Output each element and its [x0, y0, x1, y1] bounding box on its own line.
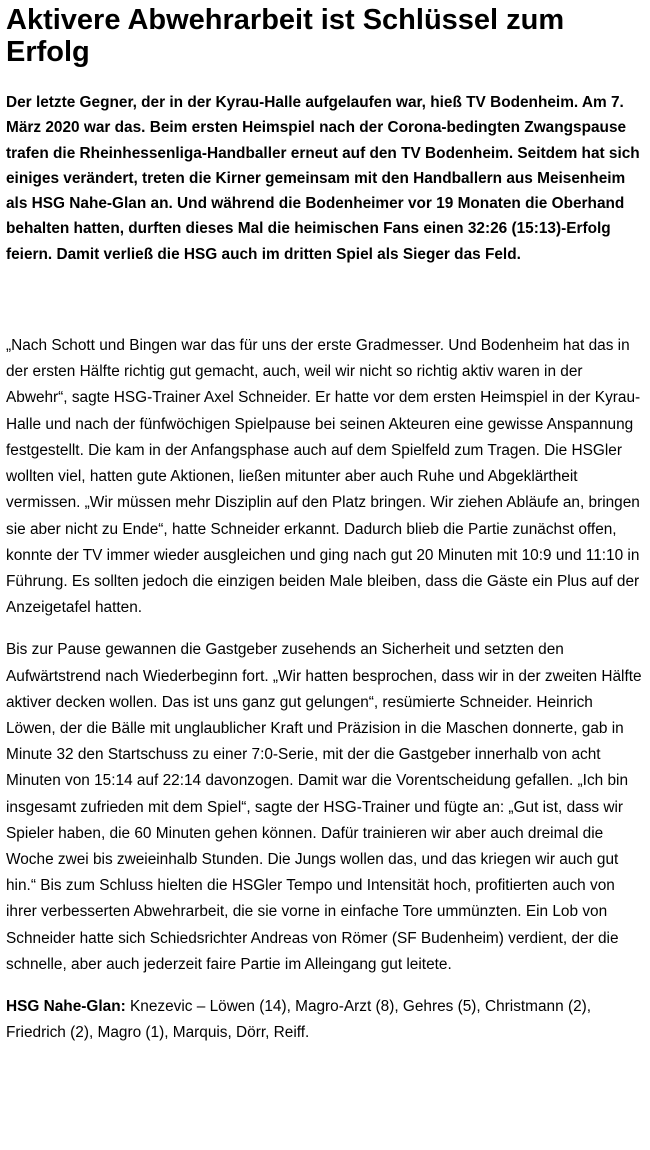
lineup-team-name: HSG Nahe-Glan:: [6, 997, 126, 1015]
lineup-players: Knezevic – Löwen (14), Magro-Arzt (8), Gehres (5), Christmann (2), Friedrich (2), Magro (1), Marquis, Dörr, Reiff.: [6, 997, 592, 1042]
article-paragraph-2: Bis zur Pause gewannen die Gastgeber zusehends an Sicherheit und setzten den Aufwärtstrend nach Wiederbeginn fort. „Wir hatten besprochen, dass wir in der zweiten Hälfte aktiver decken wollen. Das ist uns ganz gut gelungen“, resümierte Schneider. Heinrich Löwen, der die Bälle mit unglaublicher Kraft und Präzision in die Maschen donnerte, gab in Minute 32 den Startschuss zu einer 7:0-Serie, mit der die Gastgeber innerhalb von acht Minuten von 15:14 auf 22:14 davonzogen. Damit war die Vorentscheidung gefallen. „Ich bin insgesamt zufrieden mit dem Spiel“, sagte der HSG-Trainer und fügte an: „Gut ist, dass wir Spieler haben, die 60 Minuten gehen können. Dafür trainieren wir aber auch dreimal die Woche zwei bis zweieinhalb Stunden. Die Jungs wollen das, und das kriegen wir auch gut hin.“ Bis zum Schluss hielten die HSGler Tempo und Intensität hoch, profitierten auch von ihrer verbesserten Abwehrarbeit, die sie vorne in einfache Tore ummünzten. Ein Lob von Schneider hatte sich Schiedsrichter Andreas von Römer (SF Budenheim) verdient, der die schnelle, aber auch jederzeit faire Partie im Alleingang gut leitete.: [6, 641, 642, 973]
article-lead: Der letzte Gegner, der in der Kyrau-Halle aufgelaufen war, hieß TV Bodenheim. Am 7. März 2020 war das. Beim ersten Heimspiel nach der Corona-bedingten Zwangspause trafen die Rheinhessenliga-Handballer erneut auf den TV Bodenheim. Seitdem hat sich einiges verändert, treten die Kirner gemeinsam mit den Handballern aus Meisenheim als HSG Nahe-Glan an. Und während die Bodenheimer vor 19 Monaten die Oberhand behalten hatten, durften dieses Mal die heimischen Fans einen 32:26 (15:13)-Erfolg feiern. Damit verließ die HSG auch im dritten Spiel als Sieger das Feld.: [6, 94, 640, 263]
team-lineup: [6, 994, 644, 1046]
article-headline: Aktivere Abwehrarbeit ist Schlüssel zum Erfolg: [6, 4, 565, 68]
article-paragraph-1: „Nach Schott und Bingen war das für uns der erste Gradmesser. Und Bodenheim hat das in der ersten Hälfte richtig gut gemacht, auch, weil wir nicht so richtig aktiv waren in der Abwehr“, sagte HSG-Trainer Axel Schneider. Er hatte vor dem ersten Heimspiel in der Kyrau-Halle und nach der fünfwöchigen Spielpause bei seinen Akteuren eine gewisse Anspannung festgestellt. Die kam in der Anfangsphase auch auf dem Spielfeld zum Tragen. Die HSGler wollten viel, hatten gute Aktionen, ließen mitunter aber auch Ruhe und Abgeklärtheit vermissen. „Wir müssen mehr Disziplin auf den Platz bringen. Wir ziehen Abläufe an, bringen sie aber nicht zu Ende“, hatte Schneider erkannt. Dadurch blieb die Partie zunächst offen, konnte der TV immer wieder ausgleichen und ging nach gut 20 Minuten mit 10:9 und 11:10 in Führung. Es sollten jedoch die einzigen beiden Male bleiben, dass die Gäste ein Plus auf der Anzeigetafel hatten.: [6, 337, 641, 617]
